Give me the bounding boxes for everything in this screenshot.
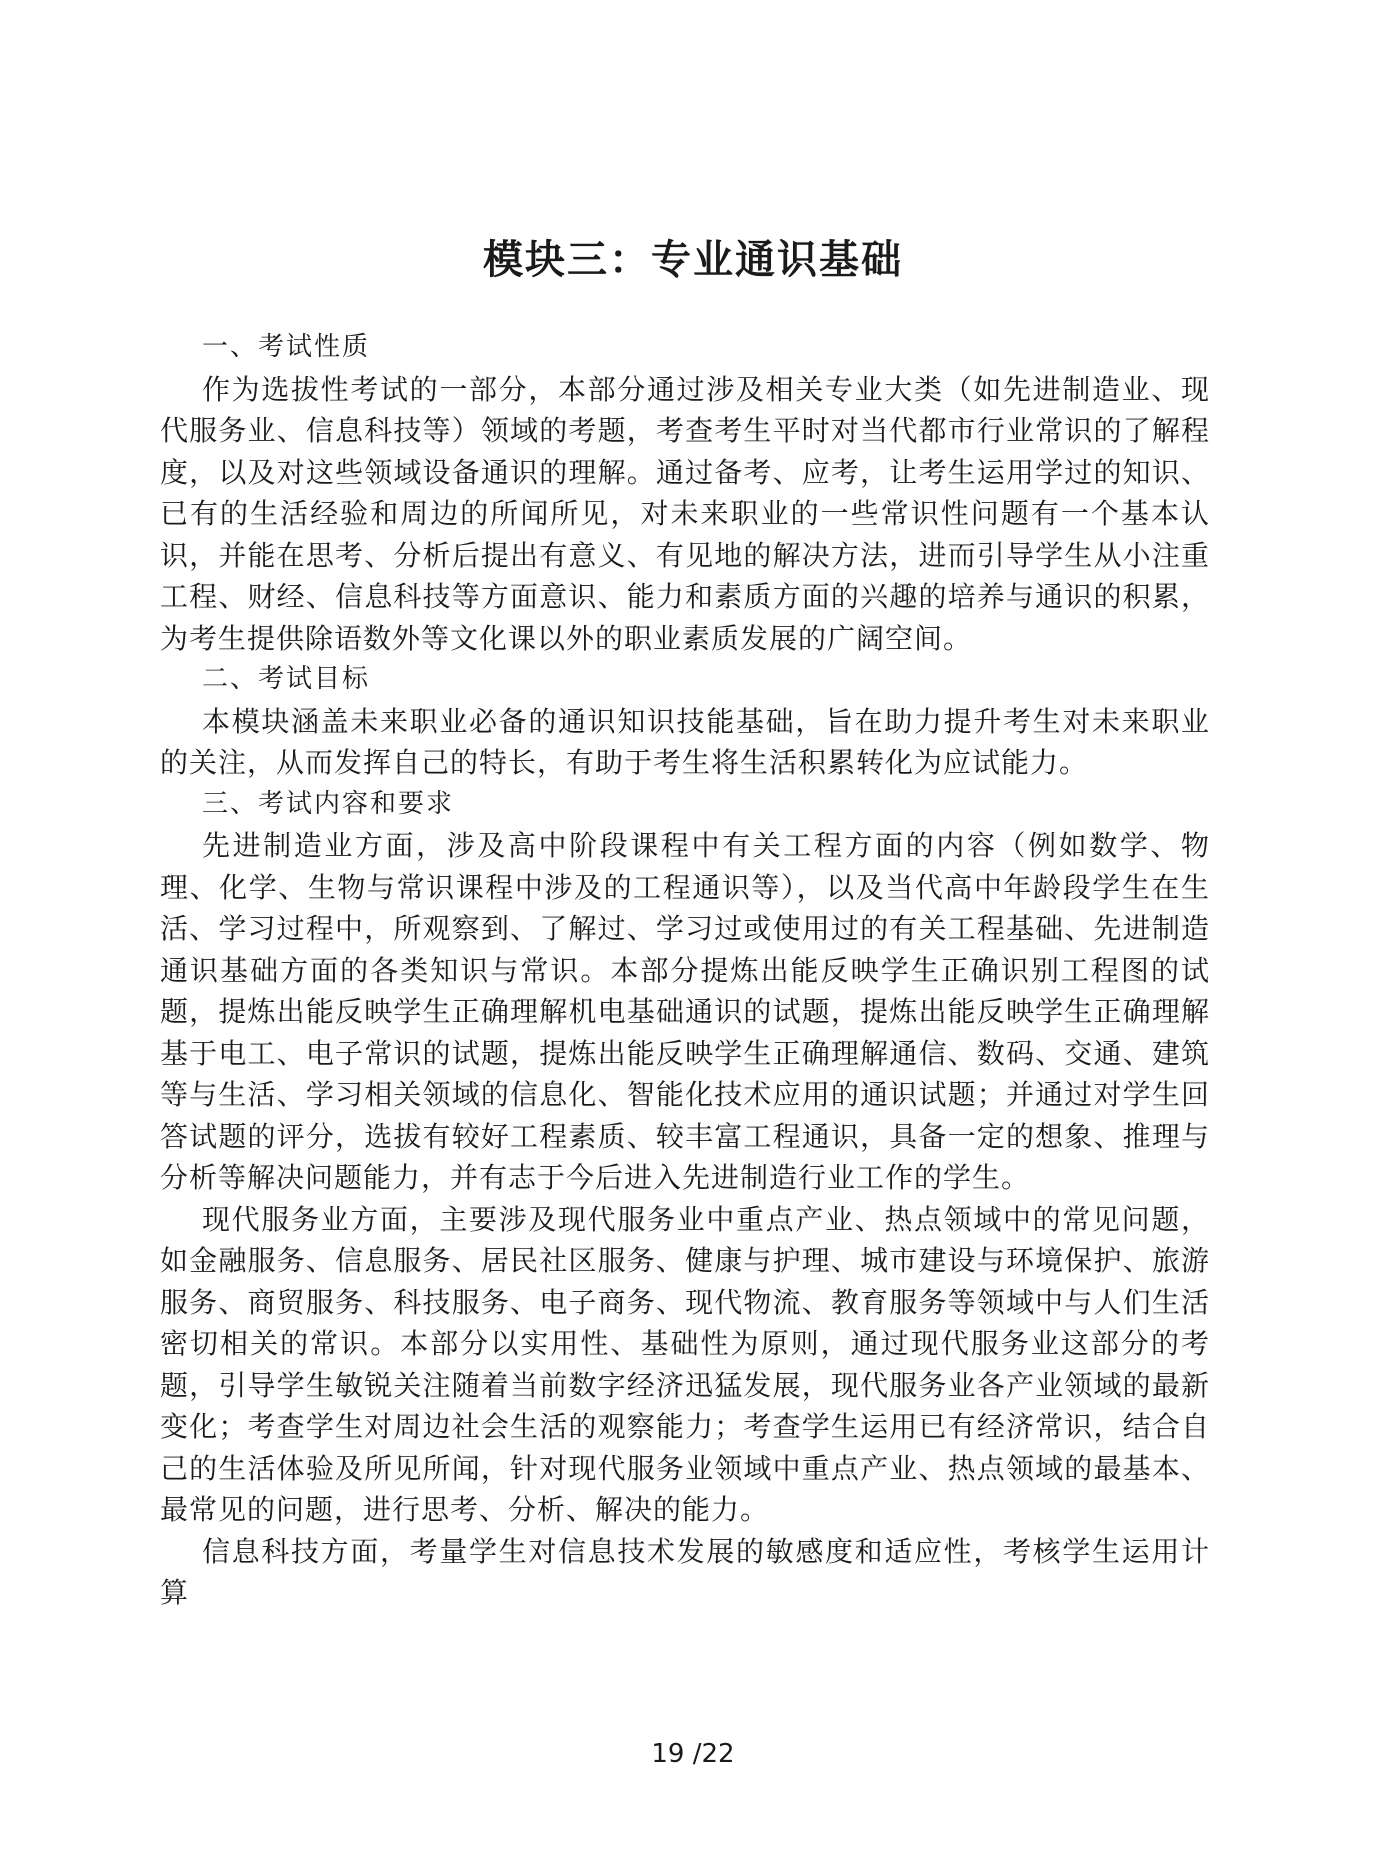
document-body [160,327,1210,1614]
section-paragraph-nature: 作为选拔性考试的一部分，本部分通过涉及相关专业大类（如先进制造业、现代服务业、信息科技等）领域的考题，考查考生平时对当代都市行业常识的了解程度，以及对这些领域设备通识的理解。通过备考、应考，让考生运用学过的知识、已有的生活经验和周边的所闻所见，对未来职业的一些常识性问题有一个基本认识，并能在思考、分析后提出有意义、有见地的解决方法，进而引导学生从小注重工程、财经、信息科技等方面意识、能力和素质方面的兴趣的培养与通识的积累，为考生提供除语数外等文化课以外的职业素质发展的广阔空间。 [160,372,1210,655]
paragraph-information-technology: 信息科技方面，考量学生对信息技术发展的敏感度和适应性，考核学生运用计算 [160,1534,1210,1609]
section-paragraph-goals: 本模块涵盖未来职业必备的通识知识技能基础，旨在助力提升考生对未来职业的关注，从而发挥自己的特长，有助于考生将生活积累转化为应试能力。 [160,704,1210,779]
section-heading-nature: 一、考试性质 [202,332,371,362]
section-heading-goals: 二、考试目标 [202,664,371,694]
page-title: 模块三：专业通识基础 [483,237,903,283]
paragraph-modern-services: 现代服务业方面，主要涉及现代服务业中重点产业、热点领域中的常见问题，如金融服务、信息服务、居民社区服务、健康与护理、城市建设与环境保护、旅游服务、商贸服务、科技服务、电子商务、现代物流、教育服务等领域中与人们生活密切相关的常识。本部分以实用性、基础性为原则，通过现代服务业这部分的考题，引导学生敏锐关注随着当前数字经济迅猛发展，现代服务业各产业领域的最新变化；考查学生对周边社会生活的观察能力；考查学生运用已有经济常识，结合自己的生活体验及所见所闻，针对现代服务业领域中重点产业、热点领域的最基本、最常见的问题，进行思考、分析、解决的能力。 [160,1202,1210,1526]
section-heading-content: 三、考试内容和要求 [202,788,455,819]
page-number: 19 /22 [651,1739,735,1769]
paragraph-advanced-manufacturing: 先进制造业方面，涉及高中阶段课程中有关工程方面的内容（例如数学、物理、化学、生物与常识课程中涉及的工程通识等），以及当代高中年龄段学生在生活、学习过程中，所观察到、了解过、学习过或使用过的有关工程基础、先进制造通识基础方面的各类知识与常识。本部分提炼出能反映学生正确识别工程图的试题，提炼出能反映学生正确理解机电基础通识的试题，提炼出能反映学生正确理解基于电工、电子常识的试题，提炼出能反映学生正确理解通信、数码、交通、建筑等与生活、学习相关领域的信息化、智能化技术应用的通识试题；并通过对学生回答试题的评分，选拔有较好工程素质、较丰富工程通识，具备一定的想象、推理与分析等解决问题能力，并有志于今后进入先进制造行业工作的学生。 [160,829,1210,1194]
